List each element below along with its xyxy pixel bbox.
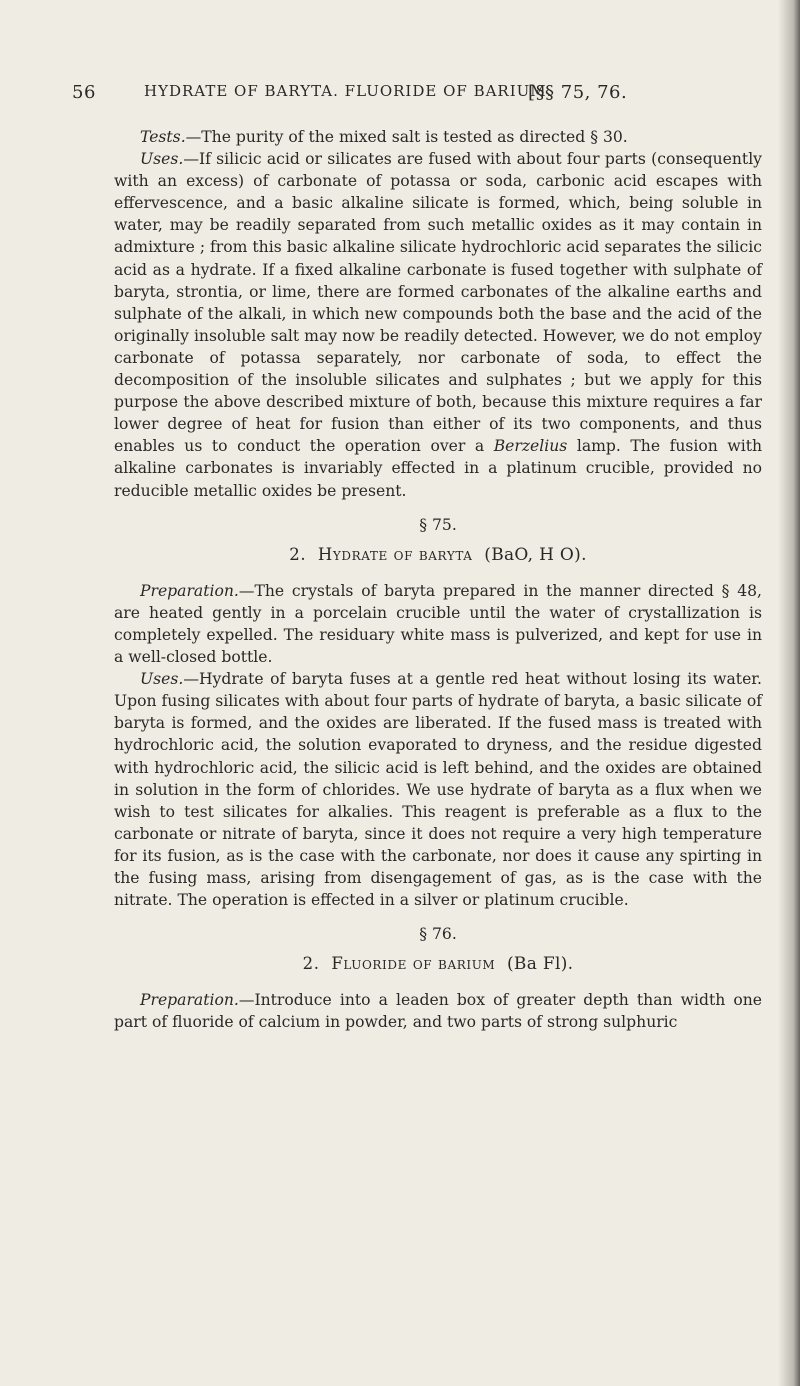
- section-76-title-text: Fluoride of barium: [331, 954, 496, 974]
- section-75-formula: (BaO, H O).: [484, 544, 587, 565]
- uses-text-2: lamp. The fusion with alkaline carbonates is invariably effected in a platinum crucible, provided no reducible metallic oxides be present.: [114, 437, 762, 500]
- page-number: 56: [72, 82, 96, 103]
- section-75-prep-text: —The crystals of baryta prepared in the manner directed § 48, are heated gently in a porcelain crucible until the water of crystallization is completely expelled. The residuary white mass is pulverized, and kept for use in a well-closed bottle.: [114, 581, 762, 667]
- section-75-uses: [114, 668, 762, 911]
- section-76-preparation: [114, 989, 762, 1033]
- page-edge-shadow: [778, 0, 800, 1386]
- section-range: [§§ 75, 76.: [528, 82, 628, 103]
- section-76-title-num: 2.: [302, 954, 320, 974]
- running-title: HYDRATE OF BARYTA. FLUORIDE OF BARIUM.: [144, 82, 553, 100]
- section-75-number: § 75.: [419, 515, 457, 534]
- section-75-uses-lead: Uses.: [140, 670, 184, 689]
- running-header: [72, 82, 762, 112]
- section-75-prep-lead: Preparation.: [140, 581, 239, 600]
- section-75-title: [114, 544, 762, 566]
- page-body: [114, 126, 762, 1034]
- uses-paragraph: [114, 148, 762, 502]
- tests-paragraph: [114, 126, 762, 148]
- berzelius-name: Berzelius: [493, 437, 568, 456]
- section-75-title-num: 2.: [289, 544, 307, 564]
- uses-lead: Uses.: [140, 150, 184, 169]
- uses-text-1: —If silicic acid or silicates are fused with about four parts (consequently with an excess) of carbonate of potassa or soda, carbonic acid escapes with effervescence, and a basic alkaline silicate is formed, which, being soluble in water, may be readily separated from such metallic oxides as it may contain in admixture ; from this basic alkaline silicate hydrochloric acid separates the silicic acid as a hydrate. If a fixed alkaline carbonate is fused together with sulphate of baryta, strontia, or lime, there are formed carbonates of the alkaline earths and sulphate of the alkali, in which new compounds both the base and the acid of the originally insoluble salt may now be readily detected. However, we do not employ carbonate of potassa separately, nor carbonate of soda, to effect the decomposition of the insoluble silicates and sulphates ; but we apply for this purpose the above described mixture of both, because this mixture requires a far lower degree of heat for fusion than either of its two components, and thus enables us to conduct the operation over a: [114, 150, 762, 456]
- section-76-prep-lead: Preparation.: [140, 991, 239, 1010]
- section-76-title: [114, 953, 762, 975]
- section-76-number: § 76.: [419, 925, 457, 944]
- tests-text: —The purity of the mixed salt is tested as directed § 30.: [185, 128, 628, 146]
- section-75-preparation: [114, 580, 762, 668]
- section-75-title-text: Hydrate of baryta: [317, 544, 473, 564]
- section-76-formula: (Ba Fl).: [507, 954, 574, 975]
- section-75-uses-text: —Hydrate of baryta fuses at a gentle red heat without losing its water. Upon fusing silicates with about four parts of hydrate of baryta, a basic silicate of baryta is formed, and the oxides are liberated. If the fused mass is treated with hydrochloric acid, the solution evaporated to dryness, and the residue digested with hydrochloric acid, the silicic acid is left behind, and the oxides are obtained in solution in the form of chlorides. We use hydrate of baryta as a flux when we wish to test silicates for alkalies. This reagent is preferable as a flux to the carbonate or nitrate of baryta, since it does not require a very high temperature for its fusion, as is the case with the carbonate, nor does it cause any spirting in the fusing mass, arising from disengagement of gas, as is the case with the nitrate. The operation is effected in a silver or platinum crucible.: [114, 670, 762, 910]
- tests-lead: Tests.: [140, 128, 186, 146]
- section-76-prep-text: —Introduce into a leaden box of greater depth than width one part of fluoride of calcium in powder, and two parts of strong sulphuric: [114, 991, 762, 1032]
